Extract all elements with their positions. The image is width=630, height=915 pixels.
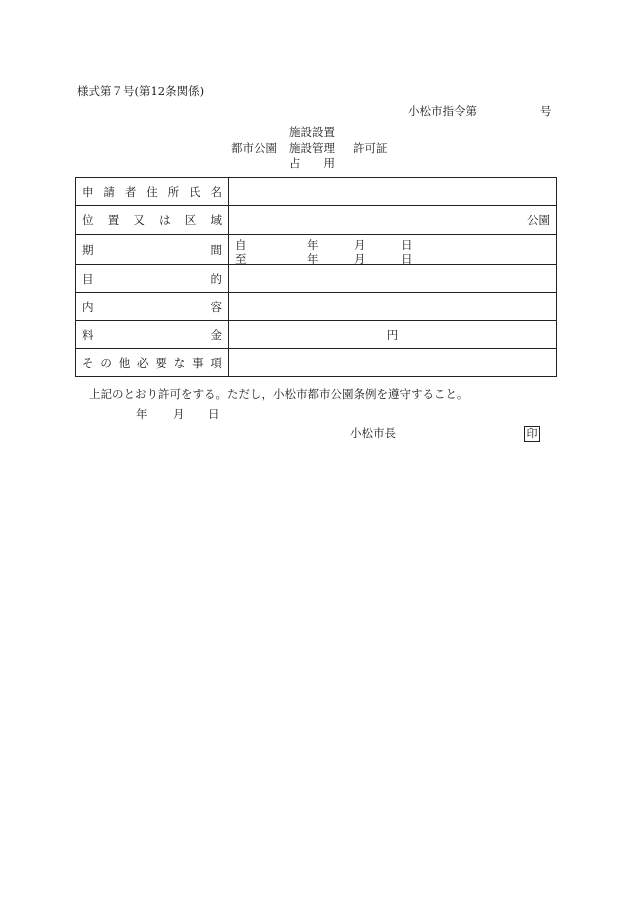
title-trail: 許可証 <box>353 141 388 155</box>
date-day: 日 <box>208 407 220 421</box>
title-option-1: 施設設置 <box>289 125 335 139</box>
row-label-location: 位 置 又 は 区 域 <box>76 206 229 235</box>
period-to: 至 年 月 日 <box>235 251 413 266</box>
statement: 上記のとおり許可をする。ただし，小松市都市公園条例を遵守すること。 <box>89 387 469 401</box>
row-label-other: そ の 他 必 要 な 事 項 <box>76 349 229 377</box>
title-lead: 都市公園 <box>231 141 277 155</box>
permit-number-prefix: 小松市指令第 <box>408 104 477 118</box>
period-value <box>229 235 557 265</box>
seal-icon: 印 <box>524 426 540 442</box>
fee-value: 円 <box>229 321 557 349</box>
row-label-period: 期 間 <box>76 235 229 265</box>
date-month: 月 <box>173 407 185 421</box>
date-year: 年 <box>136 407 148 421</box>
signer: 小松市長 <box>350 426 396 440</box>
table-row <box>76 349 557 377</box>
applicant-value <box>229 178 557 206</box>
table-row <box>76 206 557 235</box>
row-label-purpose: 目 的 <box>76 265 229 293</box>
purpose-value <box>229 265 557 293</box>
table-row <box>76 235 557 265</box>
table-row <box>76 178 557 206</box>
table-row <box>76 265 557 293</box>
form-number: 様式第７号(第12条関係) <box>77 84 205 98</box>
row-label-fee: 料 金 <box>76 321 229 349</box>
period-from: 自 年 月 日 <box>235 237 413 252</box>
other-value <box>229 349 557 377</box>
row-label-content: 内 容 <box>76 293 229 321</box>
permit-number-suffix: 号 <box>540 104 552 118</box>
title-option-2: 施設管理 <box>289 141 335 155</box>
row-label-applicant: 申 請 者 住 所 氏 名 <box>76 178 229 206</box>
table-row <box>76 321 557 349</box>
content-value <box>229 293 557 321</box>
permit-table <box>75 177 557 377</box>
location-value: 公園 <box>229 206 557 235</box>
title-option-3: 占 用 <box>289 156 335 170</box>
table-row <box>76 293 557 321</box>
